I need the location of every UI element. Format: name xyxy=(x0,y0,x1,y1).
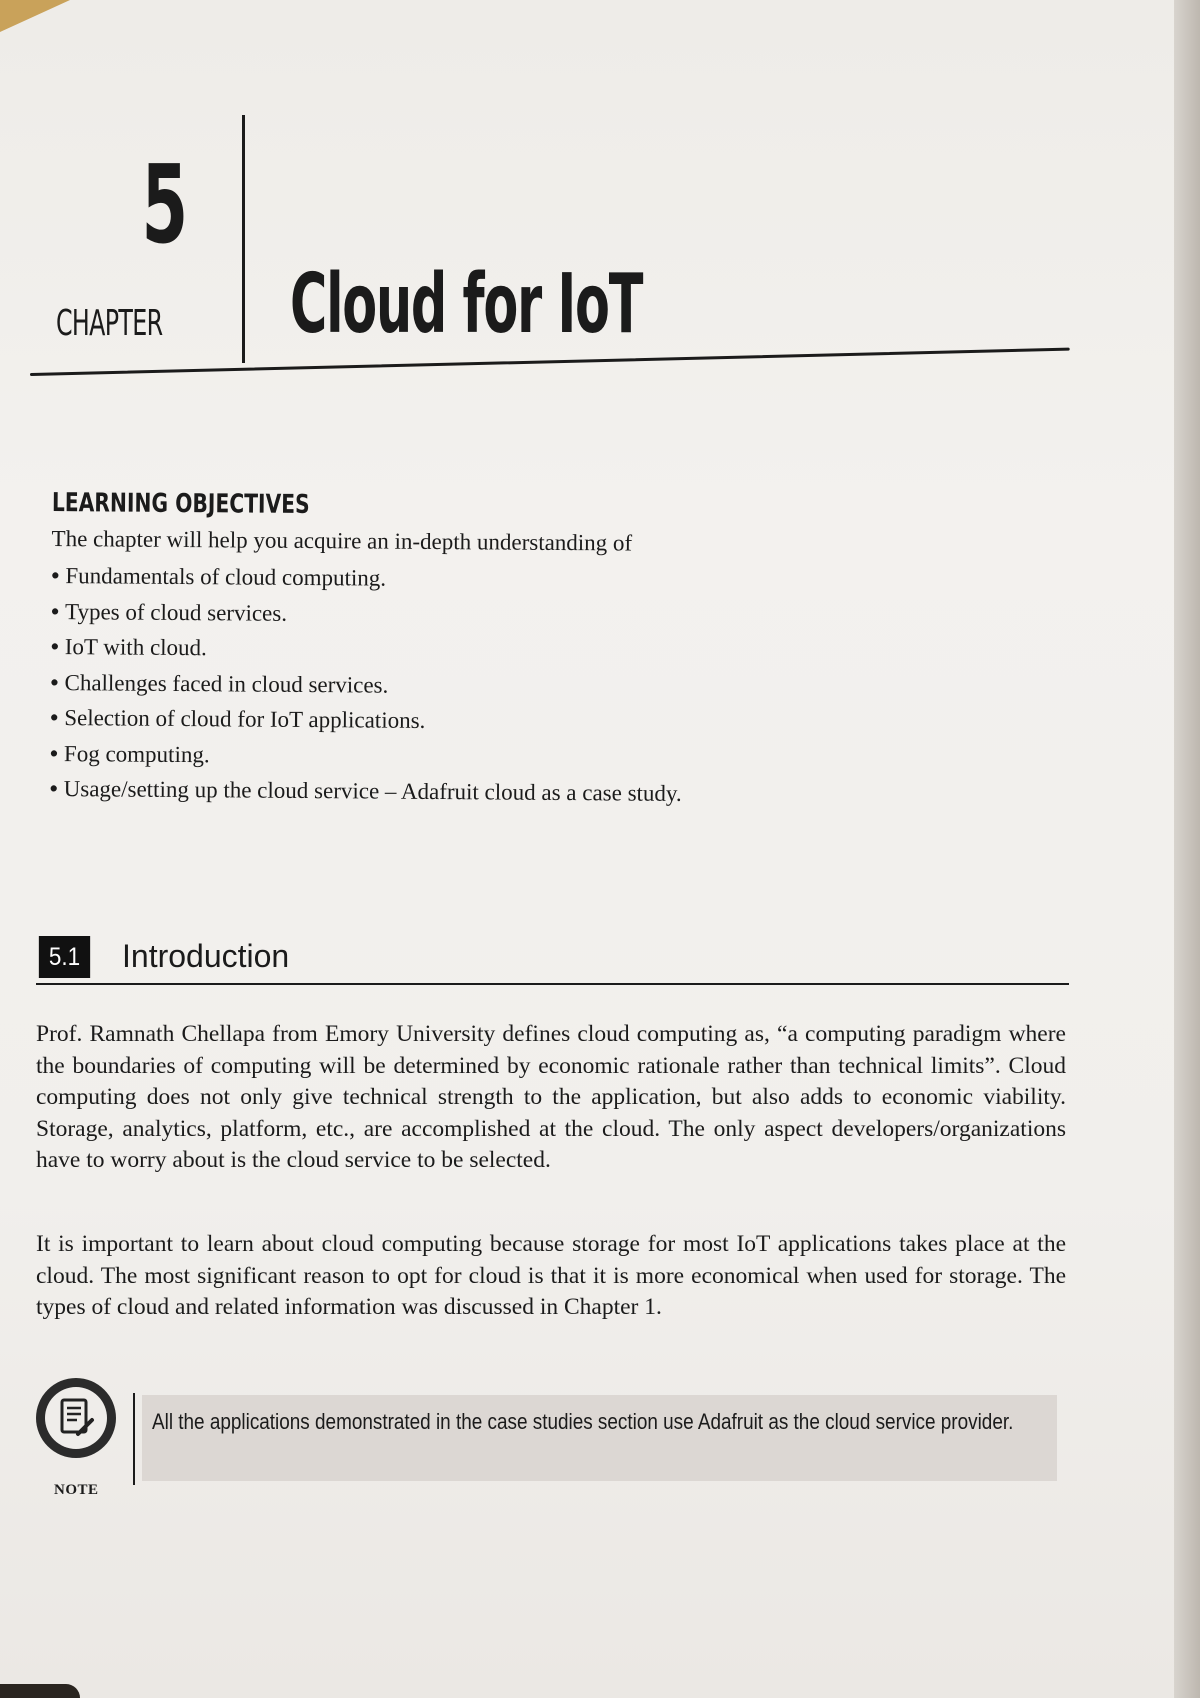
note-text: All the applications demonstrated in the case studies section use Adafruit as the cloud service provider. xyxy=(152,1409,1014,1434)
chapter-label: CHAPTER xyxy=(56,303,163,344)
body-paragraph: Prof. Ramnath Chellapa from Emory University defines cloud computing as, “a computing paradigm where the boundaries of computing will be determined by economic rationale rather than technical limits”. Cloud computing does not only give technical strength to the application, but also adds to economic viability. Storage, analytics, platform, etc., are accomplished at the cloud. The only aspect developers/organizations have to worry about is the cloud service to be selected. xyxy=(36,1021,1066,1173)
objective-item: • Challenges faced in cloud services. xyxy=(50,664,950,707)
objectives-intro: The chapter will help you acquire an in-depth understanding of xyxy=(51,525,633,556)
note-box xyxy=(142,1395,1057,1481)
page-edge-shadow xyxy=(0,1684,80,1698)
section-number: 5.1 xyxy=(39,936,90,978)
chapter-divider xyxy=(242,115,245,363)
section-title: Introduction xyxy=(122,938,290,974)
objective-item: • Fog computing. xyxy=(50,735,950,778)
book-spine xyxy=(1174,0,1200,1698)
objective-item: • Usage/setting up the cloud service – Adafruit cloud as a case study. xyxy=(49,771,949,814)
objective-item: • IoT with cloud. xyxy=(51,629,951,672)
body-paragraph: It is important to learn about cloud computing because storage for most IoT applications takes place at the cloud. The most significant reason to opt for cloud is that it is more economical when used for storage. The types of cloud and related information was discussed in Chapter 1. xyxy=(36,1231,1066,1320)
objectives-list xyxy=(49,558,951,814)
note-document-icon xyxy=(36,1378,116,1458)
page-corner xyxy=(0,0,70,32)
note-divider xyxy=(133,1393,135,1485)
objective-item: • Types of cloud services. xyxy=(51,593,951,636)
section-rule xyxy=(36,983,1069,985)
learning-objectives xyxy=(49,488,951,814)
objective-item: • Selection of cloud for IoT applications. xyxy=(50,700,950,743)
chapter-title: Cloud for IoT xyxy=(290,257,643,352)
objectives-heading: LEARNING OBJECTIVES xyxy=(51,488,310,521)
chapter-number: 5 xyxy=(141,143,185,268)
objective-item: • Fundamentals of cloud computing. xyxy=(51,558,951,601)
note-label: NOTE xyxy=(54,1482,99,1498)
